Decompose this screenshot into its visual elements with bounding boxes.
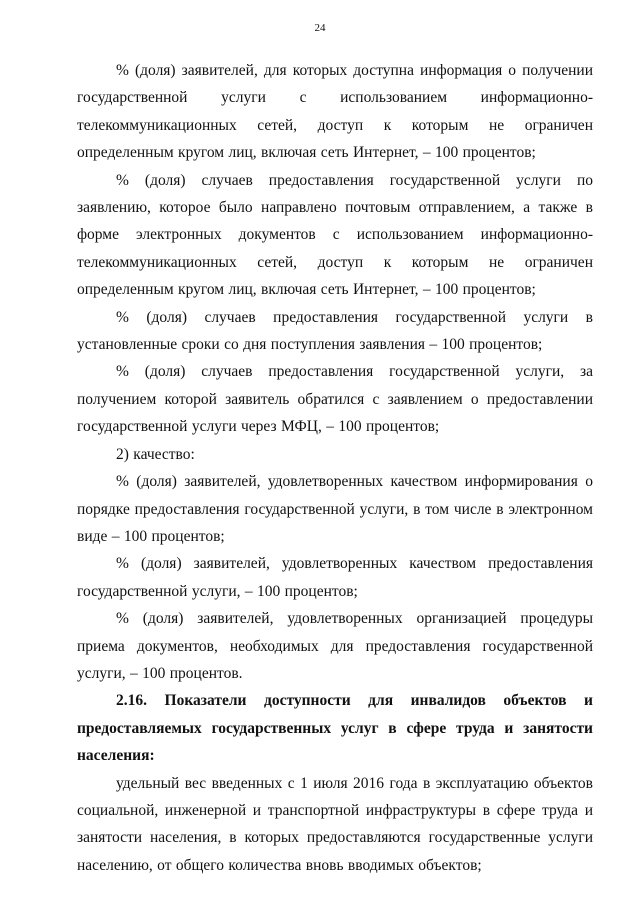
- paragraph-service-quality: % (доля) заявителей, удовлетворенных качеством предоставления государственной услуги, – 100 процентов;: [77, 555, 593, 600]
- paragraph-quality-item: 2) качество:: [116, 445, 195, 463]
- paragraph-postal-electronic: % (доля) случаев предоставления государственной услуги по заявлению, которое было направлено почтовым отправлением, а также в форме электронных документов с использованием информационно-телекоммуникационных сетей, доступ к которым не ограничен определенным кругом лиц, включая сеть Интернет, – 100 процентов;: [77, 171, 593, 299]
- paragraph-deadlines: % (доля) случаев предоставления государственной услуги в установленные сроки со дня поступления заявления – 100 процентов;: [77, 308, 593, 354]
- section-heading-2-16: 2.16. Показатели доступности для инвалидов объектов и предоставляемых государственных услуг в сфере труда и занятости населения:: [77, 692, 593, 765]
- paragraph-informing-quality: % (доля) заявителей, удовлетворенных качеством информирования о порядке предоставления государственной услуги, в том числе в электронном виде – 100 процентов;: [77, 473, 593, 545]
- paragraph-accessibility-share: удельный вес введенных с 1 июля 2016 года в эксплуатацию объектов социальной, инженерной и транспортной инфраструктуры в сфере труда и занятости населения, в которых предоставляются государственные услуги населению, от общего количества вновь вводимых объектов;: [77, 774, 593, 874]
- document-body: [77, 57, 593, 879]
- paragraph-info-availability: % (доля) заявителей, для которых доступна информация о получении государственной услуги с использованием информационно-телекоммуникационных сетей, доступ к которым не ограничен определенным кругом лиц, включая сеть Интернет, – 100 процентов;: [77, 62, 593, 162]
- paragraph-mfc: % (доля) случаев предоставления государственной услуги, за получением которой заявитель обратился с заявлением о предоставлении государственной услуги через МФЦ, – 100 процентов;: [77, 363, 593, 436]
- paragraph-reception-procedure: % (доля) заявителей, удовлетворенных организацией процедуры приема документов, необходимых для предоставления государственной услуги, – 100 процентов.: [77, 610, 593, 682]
- page-number: 24: [314, 22, 326, 34]
